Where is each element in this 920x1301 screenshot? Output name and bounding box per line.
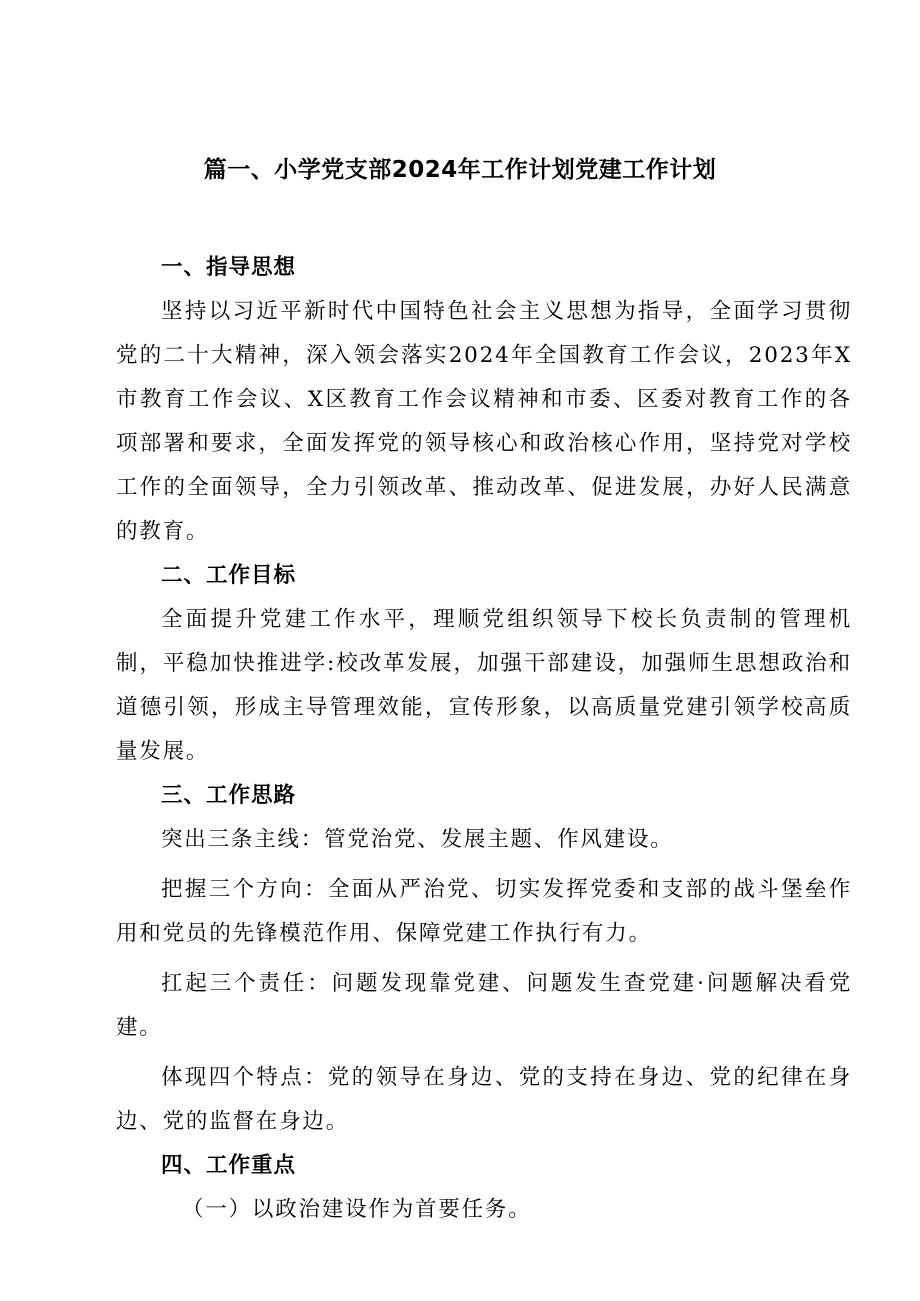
paragraph-three-directions: 把握三个方向：全面从严治党、切实发挥党委和支部的战斗堡垒作用和党员的先锋模范作用、保障党建工作执行有力。 — [116, 877, 852, 946]
section-heading-work-focus: 四、工作重点 — [161, 1153, 297, 1178]
section-heading-work-approach: 三、工作思路 — [161, 783, 297, 808]
document-body — [116, 246, 852, 1232]
section-heading-work-goals: 二、工作目标 — [161, 563, 297, 588]
subitem-political-construction: （一）以政治建设作为首要任务。 — [182, 1197, 532, 1222]
document-title: 篇一、小学党支部2024年工作计划党建工作计划 — [203, 157, 717, 183]
paragraph-three-main-lines: 突出三条主线：管党治党、发展主题、作风建设。 — [161, 827, 674, 852]
paragraph-work-goals: 全面提升党建工作水平，理顺党组织领导下校长负责制的管理机制，平稳加快推进学:校改革发展，加强干部建设，加强师生思想政治和道德引领，形成主导管理效能，宣传形象，以高质量党建引领学校高质量发展。 — [116, 607, 852, 764]
paragraph-three-responsibilities: 扛起三个责任：问题发现靠党建、问题发生查党建·问题解决看党建。 — [116, 971, 852, 1040]
section-heading-guiding-ideology: 一、指导思想 — [161, 255, 297, 280]
paragraph-guiding-ideology: 坚持以习近平新时代中国特色社会主义思想为指导，全面学习贯彻党的二十大精神，深入领会落实2024年全国教育工作会议，2023年X市教育工作会议、X区教育工作会议精神和市委、区委对教育工作的各项部署和要求，全面发挥党的领导核心和政治核心作用，坚持党对学校工作的全面领导，全力引领改革、推动改革、促进发展，办好人民满意的教育。 — [116, 299, 852, 544]
paragraph-four-features: 体现四个特点：党的领导在身边、党的支持在身边、党的纪律在身边、党的监督在身边。 — [116, 1065, 852, 1134]
